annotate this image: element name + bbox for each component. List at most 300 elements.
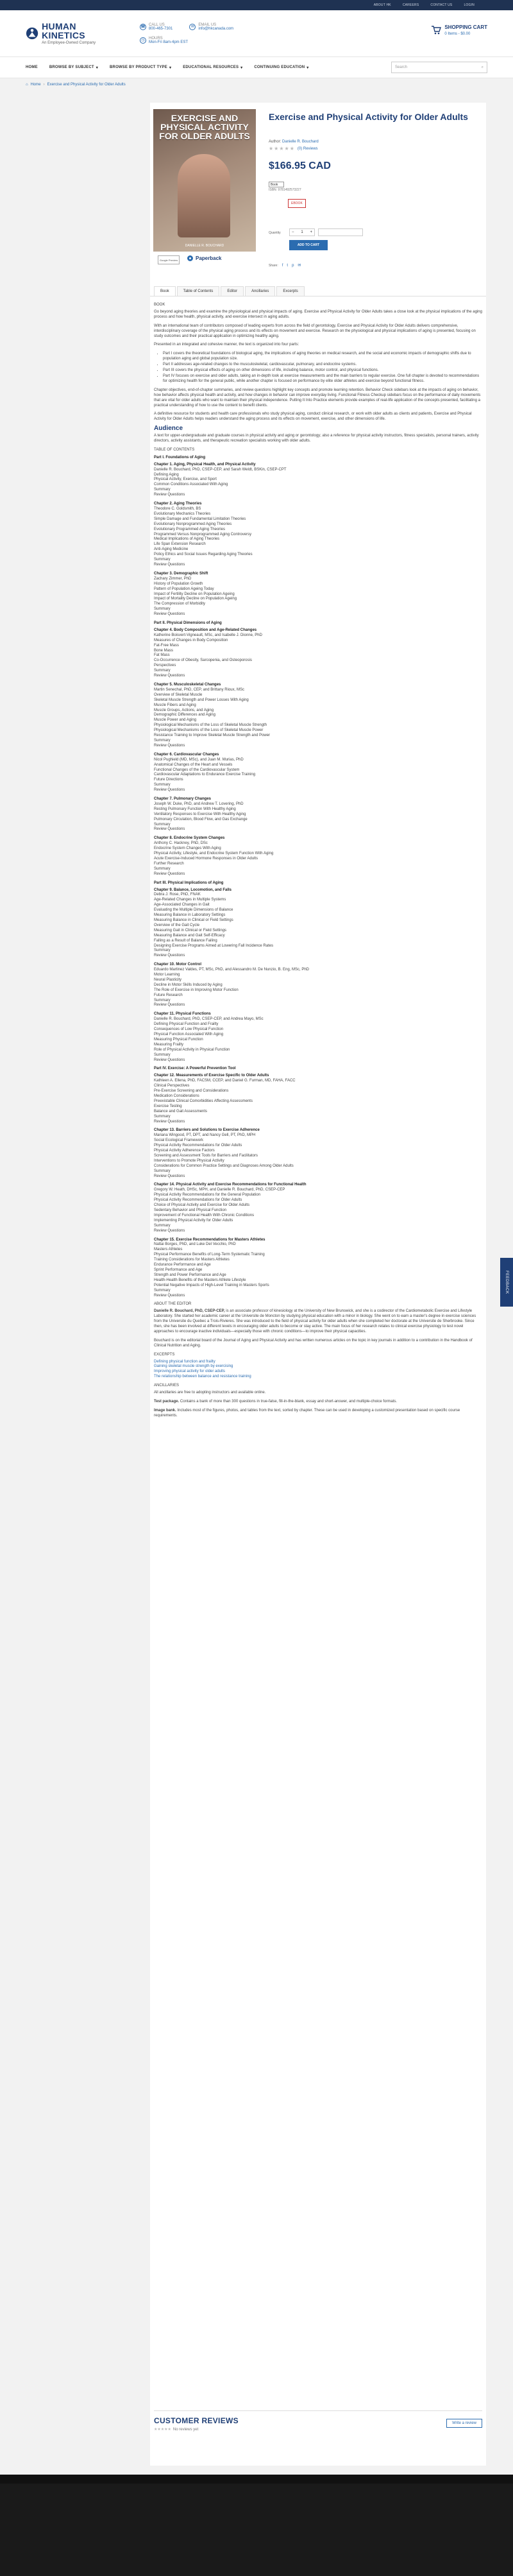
toc-chapter bbox=[154, 683, 482, 749]
phone-icon: ☎ bbox=[140, 24, 146, 30]
quantity-field[interactable] bbox=[318, 228, 363, 236]
site-logo[interactable] bbox=[26, 22, 115, 45]
toc-chapter bbox=[154, 836, 482, 877]
nav-continuing-education[interactable]: CONTINUING EDUCATION ▾ bbox=[254, 65, 309, 70]
toc-line: Considerations for Common Practice Settings and Diagnoses Among Older Adults bbox=[154, 1163, 294, 1168]
toc-line: Danielle R. Bouchard, PhD, CSEP-CEP, and Andrea Mayo, MSc bbox=[154, 1017, 264, 1022]
toc-line: Summary bbox=[154, 822, 171, 827]
toc-line: Interventions to Promote Physical Activity bbox=[154, 1158, 224, 1163]
parts-list bbox=[163, 352, 482, 384]
search-input[interactable] bbox=[391, 62, 487, 73]
toc-chapter bbox=[154, 502, 482, 568]
topbar-link-login[interactable]: LOGIN bbox=[464, 3, 475, 7]
shopping-cart[interactable] bbox=[431, 24, 487, 36]
product-title: Exercise and Physical Activity for Older Adults bbox=[269, 112, 468, 122]
toc-line: Muscle Fibers and Aging bbox=[154, 703, 196, 707]
toc-line: Skeletal Muscle Strength and Power Losses With Aging bbox=[154, 698, 249, 702]
toc-chapter bbox=[154, 628, 482, 679]
write-review-button[interactable]: Write a review bbox=[446, 2419, 482, 2428]
toc-line: Review Questions bbox=[154, 954, 185, 958]
toc-line: Strength and Power Performance and Age bbox=[154, 1273, 226, 1277]
toc-line: Katherine Boisvert-Vigneault, MSc, and Isabelle J. Dionne, PhD bbox=[154, 633, 262, 637]
toc-line: Medical Implications of Aging Theories bbox=[154, 537, 220, 542]
logo-tagline: An Employee-Owned Company bbox=[42, 41, 96, 45]
twitter-icon[interactable]: t bbox=[287, 263, 289, 268]
toc-line: Life Span Extension Research bbox=[154, 542, 206, 547]
toc-line: Summary bbox=[154, 1114, 171, 1119]
toc-line: Review Questions bbox=[154, 1174, 185, 1178]
call-label: CALL US bbox=[149, 22, 165, 27]
toc-line: Choice of Physical Activity and Exercise for Older Adults bbox=[154, 1203, 250, 1208]
toc-line: Physiological Mechanisms of the Loss of Skeletal Muscle Power bbox=[154, 728, 264, 733]
toc-line: Masters Athletes bbox=[154, 1248, 183, 1252]
facebook-icon[interactable]: f bbox=[282, 263, 283, 268]
toc-line: Pre-Exercise Screening and Considerations bbox=[154, 1089, 229, 1094]
toc-line: Future Research bbox=[154, 993, 183, 997]
toc-line: Review Questions bbox=[154, 743, 185, 748]
quantity-value[interactable]: 1 bbox=[301, 230, 303, 234]
toc-line: Demographic Differences and Aging bbox=[154, 713, 215, 717]
toc-chapter-title: Chapter 5. Musculoskeletal Changes bbox=[154, 683, 221, 687]
toc-line: Review Questions bbox=[154, 788, 185, 793]
toc-chapter bbox=[154, 963, 482, 1008]
toc-line: Review Questions bbox=[154, 1119, 185, 1124]
toc-line: Nattai Borges, PhD, and Luke Del Vecchio, PhD bbox=[154, 1242, 236, 1247]
cart-icon bbox=[431, 26, 441, 35]
toc-line: Clinical Perspectives bbox=[154, 1084, 190, 1088]
feedback-tab[interactable]: FEEDBACK bbox=[500, 1258, 513, 1307]
toc-chapter-title: Chapter 3. Demographic Shift bbox=[154, 571, 208, 576]
toc-line: Simple Damage and Fundamental Limitation Theories bbox=[154, 517, 246, 521]
toc-line: Anatomical Changes of the Heart and Vessels bbox=[154, 762, 233, 767]
toc-line: Summary bbox=[154, 866, 171, 871]
toc-line: Measuring Balance in Laboratory Settings bbox=[154, 913, 226, 918]
star-icon: ★ bbox=[279, 146, 284, 151]
toc-line: Summary bbox=[154, 783, 171, 787]
excerpt-link[interactable]: Gaining skeletal muscle strength by exercising bbox=[154, 1364, 233, 1369]
toc-line: Measuring Physical Function bbox=[154, 1037, 203, 1042]
search-icon[interactable]: ⌕ bbox=[481, 65, 484, 69]
toc-line: Physical Activity, Exercise, and Sport bbox=[154, 477, 217, 482]
excerpt-link[interactable]: Improving physical activity for older adults bbox=[154, 1370, 226, 1374]
chevron-down-icon: ▾ bbox=[240, 65, 243, 70]
toc-part-title: Part I. Foundations of Aging bbox=[154, 455, 206, 459]
toc-line: Sedentary Behavior and Physical Function bbox=[154, 1208, 227, 1212]
toc-line: Measuring Frailty bbox=[154, 1042, 184, 1047]
toc-chapter-title: Chapter 2. Aging Theories bbox=[154, 502, 202, 506]
toc-line: Impact of Fertility Decline on Population Ageing bbox=[154, 592, 235, 596]
list-item: • Part IV focuses on exercise and older adults, taking an in-depth look at exercise measurements and the main barriers to regular exercise. One full chapter is devoted to recommendations for optimizing health for the general public, while another chapter is focused on performance by elite older athletes and exercise beyond functional fitness. bbox=[163, 374, 482, 384]
main-nav bbox=[0, 56, 513, 78]
toc-line: Bone Mass bbox=[154, 648, 174, 653]
toc-line: Potential Negative Impacts of High-Level Training in Masters Sports bbox=[154, 1283, 269, 1287]
toc-chapter-title: Chapter 7. Pulmonary Changes bbox=[154, 797, 212, 802]
toc-line: Review Questions bbox=[154, 1003, 185, 1008]
toc-line: Physical Function Associated With Aging bbox=[154, 1033, 224, 1036]
toc-line: Motor Learning bbox=[154, 973, 180, 977]
ancillaries-intro: All ancillaries are free to adopting instructors and available online. bbox=[154, 1391, 266, 1395]
isbn-line: ISBN: 9781492573227 bbox=[269, 188, 301, 192]
toc-line: Nicol Pughield (MD, MSc), and Juan M. Murias, PhD bbox=[154, 757, 244, 762]
hours bbox=[140, 37, 233, 44]
toc-chapter bbox=[154, 1012, 482, 1063]
table-of-contents bbox=[154, 456, 482, 1299]
topbar-link-careers[interactable]: CAREERS bbox=[402, 3, 419, 7]
logo-mark-icon bbox=[26, 26, 38, 40]
toc-line: Measures of Changes in Body Composition bbox=[154, 638, 228, 642]
tab-excerpts[interactable]: Excerpts bbox=[276, 286, 304, 296]
toc-line: Implementing Physical Activity for Older Adults bbox=[154, 1218, 233, 1223]
toc-line: The Compression of Morbidity bbox=[154, 602, 206, 606]
rating-stars bbox=[269, 146, 318, 151]
tab-ancillaries[interactable]: Ancillaries bbox=[245, 286, 275, 296]
share-row bbox=[269, 263, 301, 268]
editor-bio-2: Bouchard is on the editorial board of the Journal of Aging and Physical Activity and has written numerous articles on the topic in key journals in addition to a contribution in the Handbook of Clinical Nutrition and Aging. bbox=[154, 1338, 473, 1348]
logo-name: HUMAN KINETICS bbox=[42, 21, 85, 40]
toc-line: Co-Occurrence of Obesity, Sarcopenia, and Osteoporosis bbox=[154, 658, 252, 663]
toc-line: Defining Aging bbox=[154, 472, 179, 477]
star-icon: ★ bbox=[289, 146, 294, 151]
toc-line: Exercise Testing bbox=[154, 1104, 182, 1108]
reviews-heading: CUSTOMER REVIEWS bbox=[154, 2416, 239, 2425]
toc-line: Programmed Versus Nonprogrammed Aging Controversy bbox=[154, 532, 252, 537]
toc-line: Age-Related Changes in Multiple Systems bbox=[154, 898, 226, 902]
chevron-down-icon: ▾ bbox=[169, 65, 172, 70]
cover-title: EXERCISE AND PHYSICAL ACTIVITY FOR OLDER ADULTS bbox=[159, 113, 250, 141]
call-value: 800-465-7301 bbox=[149, 26, 173, 31]
excerpt-link[interactable]: The relationship between balance and resistance training bbox=[154, 1375, 251, 1379]
toc-line: Evolutionary Nonprogrammed Aging Theories bbox=[154, 522, 232, 526]
toc-line: Age-Associated Changes in Gait bbox=[154, 903, 210, 907]
toc-line: Defining Physical Function and Frailty bbox=[154, 1022, 219, 1027]
product-panel bbox=[150, 103, 486, 2466]
toc-line: Measuring Balance and Gait Self-Efficacy bbox=[154, 933, 225, 938]
toc-line: Training Considerations for Masters Athletes bbox=[154, 1258, 230, 1262]
pinterest-icon[interactable]: p bbox=[292, 263, 294, 268]
mail-icon: ✉ bbox=[189, 24, 196, 30]
toc-line: Fat Mass bbox=[154, 653, 170, 658]
toc-part-title: Part IV. Exercise: A Powerful Prevention Tool bbox=[154, 1067, 236, 1071]
toc-chapter-title: Chapter 6. Cardiovascular Changes bbox=[154, 752, 219, 757]
editor-bio bbox=[154, 1309, 482, 1335]
product-description bbox=[154, 300, 482, 1423]
ancillary-label: Image bank. bbox=[154, 1408, 176, 1413]
tab-editor[interactable]: Editor bbox=[221, 286, 244, 296]
product-author: Author: Danielle R. Bouchard bbox=[269, 140, 319, 144]
email-label: EMAIL US bbox=[198, 22, 217, 27]
hours-label: HOURS bbox=[149, 36, 163, 40]
toc-line: Summary bbox=[154, 1223, 171, 1228]
email-share-icon[interactable]: ✉ bbox=[298, 264, 301, 268]
author-link[interactable]: Danielle R. Bouchard bbox=[282, 140, 319, 144]
toc-chapter-title: Chapter 12. Measurements of Exercise Specific to Older Adults bbox=[154, 1074, 269, 1078]
ancillary-item bbox=[154, 1409, 482, 1419]
top-utility-bar bbox=[0, 0, 513, 10]
toc-line: Screening and Assessment Tools for Barriers and Facilitators bbox=[154, 1153, 258, 1158]
toc-line: Summary bbox=[154, 1052, 171, 1057]
toc-line: Resistance Training to Improve Skeletal Muscle Strength and Power bbox=[154, 734, 271, 738]
toc-line: Theodore C. Goldsmith, BS bbox=[154, 507, 201, 511]
toc-line: Measuring Balance in Clinical or Field Settings bbox=[154, 918, 233, 922]
toc-line: Falling as a Result of Balance Failing bbox=[154, 938, 217, 943]
toc-chapter bbox=[154, 1183, 482, 1233]
email-value: info@hkcanada.com bbox=[198, 26, 234, 31]
toc-line: Impact of Mortality Decline on Population Ageing bbox=[154, 597, 237, 601]
toc-line: Summary bbox=[154, 558, 171, 562]
search-placeholder: Search bbox=[395, 65, 408, 69]
ancillaries-heading: ANCILLARIES bbox=[154, 1384, 180, 1388]
toc-line: Improvement of Functional Health With Chronic Conditions bbox=[154, 1213, 255, 1217]
toc-line: Anti-Aging Medicine bbox=[154, 547, 189, 552]
toc-line: Designing Exercise Programs Aimed at Lowering Fall Incidence Rates bbox=[154, 943, 274, 948]
breadcrumb-separator: › bbox=[43, 83, 45, 87]
toc-line: Pulmonary Circulation, Blood Flow, and Gas Exchange bbox=[154, 817, 248, 821]
toc-line: Common Conditions Associated With Aging bbox=[154, 483, 228, 487]
footer-divider bbox=[0, 2475, 513, 2484]
toc-line: Anthony C. Hackney, PhD, DSc bbox=[154, 841, 208, 846]
topbar-link-contact[interactable]: CONTACT US bbox=[430, 3, 453, 7]
breadcrumb bbox=[0, 78, 513, 91]
chevron-down-icon: ▾ bbox=[307, 65, 309, 70]
toc-line: Gregory W. Heath, DHSc, MPH, and Danielle R. Bouchard, PhD, CSEP-CEP bbox=[154, 1188, 285, 1192]
list-item: • Part III covers the physical effects of aging on other dimensions of life, including balance, motor control, and physical functions. bbox=[163, 368, 482, 374]
quantity-stepper[interactable] bbox=[289, 228, 315, 236]
format-label: Paperback bbox=[196, 255, 222, 261]
nav-educational-resources[interactable]: EDUCATIONAL RESOURCES ▾ bbox=[183, 65, 243, 70]
toc-line: Preexistable Clinical Comorbidities Affecting Assessments bbox=[154, 1099, 253, 1103]
toc-line: History of Population Growth bbox=[154, 581, 203, 586]
minus-icon[interactable]: − bbox=[292, 230, 294, 234]
toc-chapter-title: Chapter 15. Exercise Recommendations for Masters Athletes bbox=[154, 1237, 265, 1242]
excerpts-heading: EXCERPTS bbox=[154, 1352, 175, 1357]
toc-line: Danielle R. Bouchard, PhD, CSEP-CEP, and Sarah Weldt, BSKin, CSEP-CPT bbox=[154, 467, 287, 472]
list-item: • Part I covers the theoretical foundations of biological aging, the implications of aging theories on medical research, and the social and economic impacts of demographic shifts due to population aging and global population size. bbox=[163, 352, 482, 362]
toc-line: Overview of Skeletal Muscle bbox=[154, 692, 203, 697]
toc-line: Review Questions bbox=[154, 1228, 185, 1233]
nav-browse-subject[interactable]: BROWSE BY SUBJECT ▾ bbox=[49, 65, 98, 70]
star-icon: ★ bbox=[284, 146, 289, 151]
site-footer bbox=[0, 2484, 513, 2576]
cover-author: DANIELLE R. BOUCHARD bbox=[185, 244, 224, 248]
product-price: $166.95 CAD bbox=[269, 160, 331, 171]
breadcrumb-current: Exercise and Physical Activity for Older Adults bbox=[47, 83, 126, 87]
breadcrumb-home[interactable]: Home bbox=[30, 83, 41, 87]
toc-line: Summary bbox=[154, 1169, 171, 1173]
toc-line: Review Questions bbox=[154, 612, 185, 617]
no-reviews bbox=[154, 2427, 482, 2432]
nav-home[interactable]: HOME bbox=[26, 65, 38, 69]
toc-line: Review Questions bbox=[154, 1058, 185, 1062]
toc-line: Health-Health Benefits of the Masters Athlete Lifestyle bbox=[154, 1278, 246, 1282]
quantity-label: Quantity bbox=[269, 231, 281, 235]
toc-line: Overview of the Gait Cycle bbox=[154, 923, 200, 927]
toc-chapter bbox=[154, 1128, 482, 1179]
toc-line: Review Questions bbox=[154, 493, 185, 497]
format-option-paperback[interactable] bbox=[187, 255, 221, 261]
toc-line: Ventilatory Responses to Exercise With Healthy Aging bbox=[154, 812, 246, 816]
star-icon: ★★★★★ bbox=[154, 2428, 171, 2432]
toc-line: Role of Physical Activity in Physical Function bbox=[154, 1047, 230, 1052]
audience-heading: Audience bbox=[154, 425, 183, 433]
toc-line: The Role of Exercise in Improving Motor Function bbox=[154, 988, 239, 992]
toc-line: Muscle Power and Aging bbox=[154, 718, 197, 723]
toc-line: Summary bbox=[154, 488, 171, 492]
book-cover[interactable] bbox=[153, 109, 256, 252]
call-us[interactable] bbox=[140, 23, 172, 31]
book-outro-1: Chapter objectives, end-of-chapter summaries, and review questions highlight key concepts and promote learning retention. Behavior Check sidebars look at the impacts of aging on behavior, how behavior affects physical health and activity, and how changes in behavior can improve everyday living. Functional Fitness Checkup sidebars focus on the performance of daily movements that are vital for older adults who want to maintain their physical independence. Putting It Into Practice elements provide examples of real-life application of the concepts presented, facilitating a practical understanding of how to use the content to benefit clients. bbox=[154, 388, 481, 408]
toc-line: Review Questions bbox=[154, 827, 185, 832]
ancillary-item bbox=[154, 1400, 482, 1405]
toc-part-title: Part II. Physical Dimensions of Aging bbox=[154, 621, 222, 626]
toc-chapter-title: Chapter 8. Endocrine System Changes bbox=[154, 836, 225, 841]
share-label: Share: bbox=[269, 263, 278, 268]
ancillary-label: Test package. bbox=[154, 1400, 180, 1404]
site-header bbox=[0, 10, 513, 56]
toc-chapter-title: Chapter 4. Body Composition and Age-Related Changes bbox=[154, 628, 257, 632]
google-preview-button[interactable]: Google Preview bbox=[158, 255, 180, 264]
radio-selected-icon[interactable] bbox=[187, 255, 193, 261]
toc-chapter bbox=[154, 1074, 482, 1124]
toc-line: Martin Senechal, PhD, CEP, and Brittany Rioux, MSc bbox=[154, 687, 244, 692]
cart-title: SHOPPING CART bbox=[444, 24, 487, 30]
toc-line: Review Questions bbox=[154, 1293, 185, 1298]
toc-line: Decline in Motor Skills Induced by Aging bbox=[154, 983, 223, 987]
toc-line: Evolutionary Programmed Aging Theories bbox=[154, 527, 225, 531]
toc-line: Zachary Zimmer, PhD bbox=[154, 576, 192, 581]
toc-line: Evaluating the Multiple Dimensions of Balance bbox=[154, 908, 233, 913]
toc-line: Summary bbox=[154, 738, 171, 743]
editor-bio-text: is an associate professor of kinesiology at the University of New Brunswick, and she is a codirector of the Cardiometabolic Exercise and Lifestyle Laboratory. She started her academic career at the Universite de Moncton by studying physical education with a minor in biology. She went on to earn a master's degree in exercise sciences from the Universite du Quebec a Trois-Rivieres. She was introduced to the field of physical activity for older adults when she completed her doctorate at the Universite de Sherbrooke. Since then, she has been involved at different levels in encouraging older adults to become or stay active. The main focus of her research relates to clinical exercise physiology to test novel approaches to encourage inactive individuals—especially those with chronic conditions—to improve their physical capacities. bbox=[154, 1309, 476, 1334]
toc-line: Physical Activity, Lifestyle, and Endocrine System Function With Aging bbox=[154, 852, 274, 856]
toc-chapter-title: Chapter 10. Motor Control bbox=[154, 963, 202, 967]
toc-line: Physical Activity Recommendations for Older Adults bbox=[154, 1144, 242, 1148]
email-us[interactable] bbox=[189, 23, 233, 31]
toc-line: Endocrine System Changes With Aging bbox=[154, 846, 221, 851]
book-intro-1: Go beyond aging theories and examine the physiological and physical impacts of aging. Exercise and Physical Activity for Older Adults takes a close look at the physical implications of the aging process and how health, physical activity, and exercise intersect in aging adults. bbox=[154, 309, 482, 319]
book-outro-2: A definitive resource for students and health care professionals who study physical aging, conduct clinical research, or work with older adults as clients and patients, Exercise and Physical Activity for Older Adults helps readers understand the aging process and its effects on movement, exercise, and other dimensions of life. bbox=[154, 412, 472, 422]
toc-line: Social Ecological Framework bbox=[154, 1138, 204, 1143]
toc-line: Review Questions bbox=[154, 562, 185, 567]
toc-line: Physical Performance Benefits of Long-Term Systematic Training bbox=[154, 1253, 265, 1257]
toc-line: Eduardo Martinez Valdes, PT, MSc, PhD, and Alessandro M. De Nunzio, B. Eng, MSc, PhD bbox=[154, 968, 309, 972]
toc-line: Policy Ethics and Social Issues Regarding Aging Theories bbox=[154, 553, 253, 557]
toc-line: Physical Activity Recommendations for the General Population bbox=[154, 1193, 261, 1198]
review-count[interactable]: (0) Reviews bbox=[297, 146, 318, 151]
toc-line: Physiological Mechanisms of the Loss of Skeletal Muscle Strength bbox=[154, 723, 267, 728]
format-select[interactable]: Book bbox=[269, 182, 284, 187]
list-item: • Part II addresses age-related changes to the musculoskeletal, cardiovascular, pulmonary, and endocrine systems. bbox=[163, 363, 482, 368]
toc-line: Measuring Gait in Clinical or Field Settings bbox=[154, 928, 227, 932]
cart-summary: 0 Items - $0.00 bbox=[444, 32, 471, 36]
toc-line: Cardiovascular Adaptations to Endurance Exercise Training bbox=[154, 773, 256, 777]
toc-line: Resting Pulmonary Function With Healthy Aging bbox=[154, 807, 236, 811]
audience-text: A text for upper-undergraduate and graduate courses in physical activity and aging or gerontology; also a reference for physical activity instructors, fitness specialists, personal trainers, activity directors, activity assistants, and therapeutic recreation specialists working with older adults. bbox=[154, 434, 479, 443]
toc-line: Neural Plasticity bbox=[154, 977, 182, 982]
editor-heading: ABOUT THE EDITOR bbox=[154, 1302, 192, 1307]
toc-chapter bbox=[154, 463, 482, 498]
toc-line: Summary bbox=[154, 669, 171, 673]
toc-line: Summary bbox=[154, 1288, 171, 1292]
toc-line: Acute Exercise-Induced Hormone Responses in Older Adults bbox=[154, 857, 258, 861]
toc-chapter-title: Chapter 13. Barriers and Solutions to Exercise Adherence bbox=[154, 1128, 260, 1133]
excerpts-list bbox=[154, 1360, 482, 1380]
toc-line: Evolutionary Mechanics Theories bbox=[154, 511, 211, 516]
toc-line: Review Questions bbox=[154, 674, 185, 678]
toc-line: Review Questions bbox=[154, 872, 185, 876]
toc-chapter bbox=[154, 753, 482, 793]
toc-line: Muscle Groups, Actions, and Aging bbox=[154, 708, 214, 712]
tab-table-of-contents[interactable]: Table of Contents bbox=[177, 286, 220, 296]
toc-line: Perspectives bbox=[154, 664, 176, 668]
plus-icon[interactable]: + bbox=[310, 230, 312, 234]
toc-line: Physical Activity Recommendations for Older Adults bbox=[154, 1198, 242, 1203]
section-heading-book: BOOK bbox=[154, 303, 165, 307]
clock-icon: ◷ bbox=[140, 37, 146, 44]
toc-line: Summary bbox=[154, 607, 171, 612]
ancillary-text: Includes most of the figures, photos, and tables from the text, sorted by chapter. These can be used in developing a customized presentation based on specific course requirements. bbox=[154, 1408, 460, 1418]
toc-chapter-title: Chapter 9. Balance, Locomotion, and Falls bbox=[154, 888, 232, 892]
product-tabs bbox=[150, 286, 486, 296]
toc-line: Fat-Free Mass bbox=[154, 643, 180, 648]
star-icon: ★ bbox=[274, 146, 279, 151]
toc-line: Consequences of Low Physical Function bbox=[154, 1027, 224, 1032]
toc-line: Debra J. Rose, PhD, FNAK bbox=[154, 893, 201, 897]
toc-chapter bbox=[154, 1238, 482, 1299]
cover-photo bbox=[178, 154, 230, 237]
hours-value: Mon-Fri 8am-4pm EST bbox=[149, 40, 189, 44]
toc-line: Pattern of Population Ageing Today bbox=[154, 587, 214, 591]
ebook-button[interactable]: EBOOK bbox=[288, 199, 306, 208]
nav-browse-product-type[interactable]: BROWSE BY PRODUCT TYPE ▾ bbox=[110, 65, 172, 70]
toc-line: Physical Activity Adherence Factors bbox=[154, 1149, 215, 1153]
toc-line: Sprint Performance and Age bbox=[154, 1267, 203, 1272]
chevron-down-icon: ▾ bbox=[96, 65, 98, 70]
toc-part-title: Part III. Physical Implications of Aging bbox=[154, 880, 224, 885]
excerpt-link[interactable]: Defining physical function and frailty bbox=[154, 1359, 215, 1364]
toc-line: Mariana Wingood, PT, DPT, and Nancy Gell, PT, PhD, MPH bbox=[154, 1133, 256, 1138]
topbar-link-about[interactable]: ABOUT HK bbox=[373, 3, 391, 7]
toc-chapter bbox=[154, 572, 482, 617]
toc-chapter-title: Chapter 14. Physical Activity and Exercise Recommendations for Functional Health bbox=[154, 1183, 307, 1187]
toc-line: Balance and Gait Assessments bbox=[154, 1109, 208, 1113]
toc-chapter bbox=[154, 888, 482, 959]
contact-info bbox=[140, 23, 233, 44]
toc-line: Endurance Performance and Age bbox=[154, 1263, 211, 1267]
book-intro-2: With an international team of contributors composed of leading experts from across the field of gerontology, Exercise and Physical Activity for Older Adults delivers comprehensive, interdisciplinary coverage of the physical aging process and its effects on movement and exercise. Research on the physiological and physical implications of aging is presented, focusing on study outcomes and their practical application in optimizing healthy aging. bbox=[154, 323, 476, 338]
toc-chapter-title: Chapter 11. Physical Functions bbox=[154, 1012, 211, 1017]
editor-name: Danielle R. Bouchard, PhD, CSEP-CEP, bbox=[154, 1309, 225, 1314]
no-reviews-text: No reviews yet bbox=[172, 2427, 199, 2432]
toc-line: Summary bbox=[154, 949, 171, 953]
star-icon: ★ bbox=[269, 146, 274, 151]
book-intro-3: Presented in an integrated and cohesive manner, the text is organized into four parts: bbox=[154, 343, 299, 347]
toc-line: Summary bbox=[154, 998, 171, 1002]
ancillary-text: Contains a bank of more than 300 questions in true-false, fill-in-the-blank, essay and short-answer, and multiple-choice formats. bbox=[180, 1400, 398, 1404]
toc-line: Joseph W. Duke, PhD, and Andrew T. Lovering, PhD bbox=[154, 802, 244, 806]
toc-line: Medication Considerations bbox=[154, 1094, 199, 1098]
toc-line: Functional Changes of the Cardiovascular System bbox=[154, 768, 240, 772]
toc-chapter bbox=[154, 797, 482, 832]
toc-line: Kathleen A. Ellena, PhD, FACSM, CCEP, and Daniel G. Furman, MD, FAHA, FACC bbox=[154, 1079, 296, 1083]
add-to-cart-button[interactable]: ADD TO CART bbox=[289, 240, 328, 250]
customer-reviews bbox=[154, 2410, 482, 2432]
toc-line: Further Research bbox=[154, 861, 184, 866]
home-icon[interactable]: ⌂ bbox=[26, 83, 28, 87]
tab-book[interactable]: Book bbox=[154, 286, 176, 296]
toc-chapter-title: Chapter 1. Aging, Physical Health, and Physical Activity bbox=[154, 462, 256, 467]
toc-heading: TABLE OF CONTENTS bbox=[154, 447, 195, 452]
toc-line: Future Directions bbox=[154, 778, 183, 782]
